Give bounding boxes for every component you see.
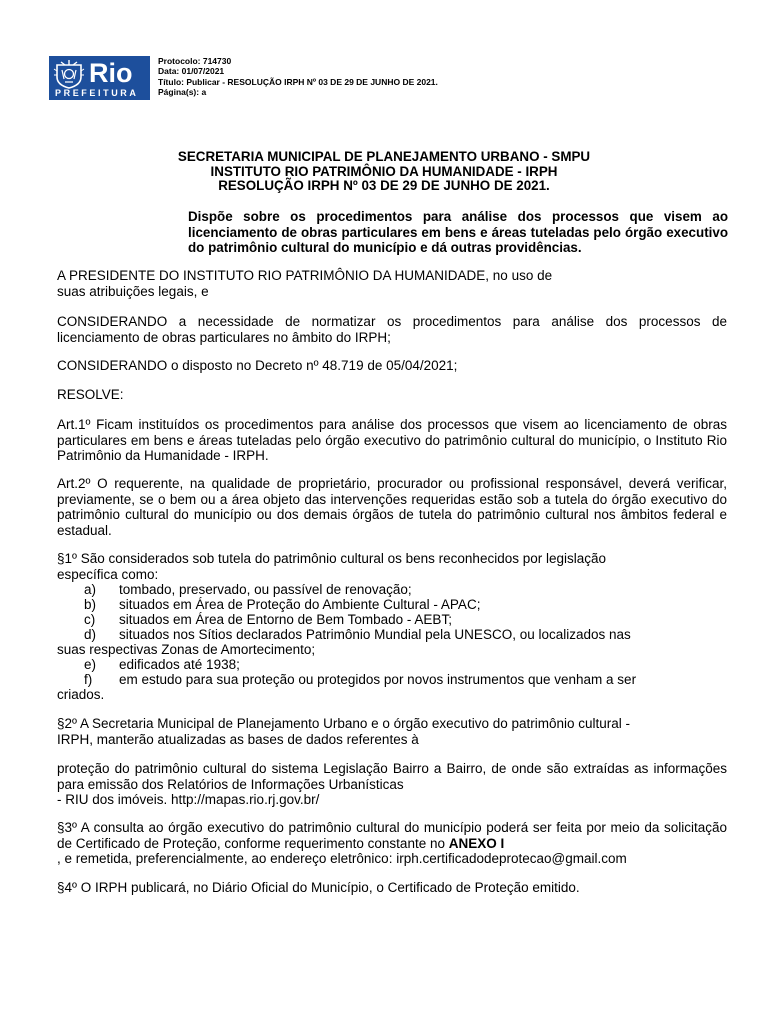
title-resolucao: RESOLUÇÃO IRPH Nº 03 DE 29 DE JUNHO DE 2021. xyxy=(218,178,550,193)
preamble-line-1: A PRESIDENTE DO INSTITUTO RIO PATRIMÔNIO DA HUMANIDADE, no uso de xyxy=(57,268,553,283)
list-item-continuation: criados. xyxy=(57,687,105,702)
resolve-heading: RESOLVE: xyxy=(57,387,124,402)
prefeitura-rio-logo xyxy=(49,56,150,100)
protecao-text: proteção do patrimônio cultural do sistema Legislação Bairro a Bairro, de onde são extraídas as informações para emissão dos Relatórios de Informações Urbanísticas xyxy=(57,761,727,792)
paragraph-1-line-2: específica como: xyxy=(57,567,159,582)
list-marker: b) xyxy=(84,597,97,612)
list-text: situados nos Sítios declarados Patrimônio Mundial pela UNESCO, ou localizados nas xyxy=(119,627,631,642)
protocol-number: Protocolo: 714730 xyxy=(158,56,232,66)
article-2: Art.2º O requerente, na qualidade de proprietário, procurador ou profissional responsável, deverá verificar, previamente, se o bem ou a área objeto das intervenções requeridas estão sob a tutela do órgão executivo do patrimônio cultural do município ou dos demais órgãos de tutela do patrimônio cultural nos âmbitos federal e estadual. xyxy=(57,476,727,538)
protocol-pages: Página(s): a xyxy=(158,87,207,98)
paragraph-3 xyxy=(57,820,727,851)
list-text: edificados até 1938; xyxy=(119,657,240,672)
title-instituto: INSTITUTO RIO PATRIMÔNIO DA HUMANIDADE - IRPH xyxy=(210,163,558,179)
considerando-1: CONSIDERANDO a necessidade de normatizar os procedimentos para análise dos processos de licenciamento de obras particulares no âmbito do IRPH; xyxy=(57,314,727,345)
title-secretaria: SECRETARIA MUNICIPAL DE PLANEJAMENTO URBANO - SMPU xyxy=(177,149,591,164)
annex-reference: ANEXO I xyxy=(448,835,505,851)
city-crest-icon xyxy=(53,59,85,89)
paragraph-1-line-1: §1º São considerados sob tutela do patrimônio cultural os bens reconhecidos por legislação xyxy=(57,551,607,566)
protocol-date: Data: 01/07/2021 xyxy=(158,66,225,77)
considerando-2: CONSIDERANDO o disposto no Decreto nº 48.719 de 05/04/2021; xyxy=(57,358,458,373)
list-text: situados em Área de Proteção do Ambiente Cultural - APAC; xyxy=(119,597,481,612)
list-text: em estudo para sua proteção ou protegidos por novos instrumentos que venham a ser xyxy=(119,672,637,687)
ementa: Dispõe sobre os procedimentos para análise dos processos que visem ao licenciamento de obras particulares em bens e áreas tuteladas pelo órgão executivo do patrimônio cultural do município e dá outras providências. xyxy=(188,209,728,255)
paragraph-3-text: §3º A consulta ao órgão executivo do patrimônio cultural do município poderá ser feita por meio da solicitação de Certificado de Proteção, conforme requerimento constante no xyxy=(57,820,727,851)
list-marker: d) xyxy=(84,627,97,642)
list-marker: a) xyxy=(84,582,97,597)
article-1: Art.1º Ficam instituídos os procedimentos para análise dos processos que visem ao licenciamento de obras particulares em bens e áreas tuteladas pelo órgão executivo do patrimônio cultural do município, o Instituto Rio Patrimônio da Humanidade - IRPH. xyxy=(57,417,727,463)
protecao-riu-link: - RIU dos imóveis. http://mapas.rio.rj.gov.br/ xyxy=(57,792,320,807)
paragraph-2-line-2: IRPH, manterão atualizadas as bases de dados referentes à xyxy=(57,732,419,747)
document-titles xyxy=(120,150,648,194)
list-marker: e) xyxy=(84,657,97,672)
list-marker: c) xyxy=(84,612,96,627)
paragraph-3-email-line: , e remetida, preferencialmente, ao endereço eletrônico: irph.certificadodeprotecao@gmail.com xyxy=(57,851,627,866)
protocol-block xyxy=(158,56,438,98)
paragraph-2-line-1: §2º A Secretaria Municipal de Planejamento Urbano e o órgão executivo do patrimônio cultural - xyxy=(57,716,631,731)
list-text: tombado, preservado, ou passível de renovação; xyxy=(119,582,412,597)
list-item-continuation: suas respectivas Zonas de Amortecimento; xyxy=(57,642,316,657)
list-text: situados em Área de Entorno de Bem Tombado - AEBT; xyxy=(119,612,452,627)
logo-subtitle: PREFEITURA xyxy=(55,88,139,98)
protocol-title: Título: Publicar - RESOLUÇÃO IRPH Nº 03 DE 29 DE JUNHO DE 2021. xyxy=(158,76,438,87)
paragraph-4: §4º O IRPH publicará, no Diário Oficial do Município, o Certificado de Proteção emitido. xyxy=(57,880,580,895)
logo-brand: Rio xyxy=(89,58,133,88)
preamble-line-2: suas atribuições legais, e xyxy=(57,284,209,299)
list-marker: f) xyxy=(84,672,93,687)
